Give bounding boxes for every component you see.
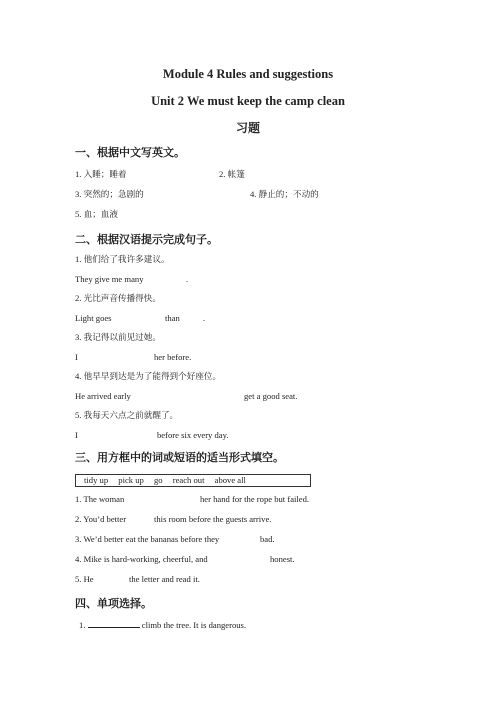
section3-heading: 三、用方框中的词或短语的适当形式填空。	[75, 451, 284, 464]
word-1: tidy up	[84, 475, 109, 485]
s4-q1-number: 1.	[79, 620, 86, 630]
s3-item-1-start: 1. The woman	[75, 494, 125, 504]
s2-item-4-end: get a good seat.	[244, 391, 298, 401]
s3-item-1-end: her hand for the rope but failed.	[200, 494, 310, 504]
section2-heading: 二、根据汉语提示完成句子。	[75, 233, 218, 246]
word-5: above all	[214, 475, 246, 485]
s2-item-5-cn: 5. 我每天六点之前就醒了。	[75, 410, 179, 420]
s2-item-5-end: before six every day.	[157, 430, 229, 440]
s2-item-3-end: her before.	[154, 352, 192, 362]
s1-item-2: 2. 帐篷	[219, 169, 245, 179]
s2-item-1-cn: 1. 他们给了我许多建议。	[75, 254, 170, 264]
s3-item-2-start: 2. You’d better	[75, 514, 127, 524]
s3-item-4-end: honest.	[270, 554, 295, 564]
s3-item-3-end: bad.	[260, 534, 275, 544]
s4-question-1	[79, 619, 246, 631]
section1-heading: 一、根据中文写英文。	[75, 146, 185, 159]
exercise-title: 习题	[235, 121, 260, 135]
s1-item-5: 5. 血；血液	[75, 209, 118, 219]
s2-item-2-en: Light goes	[75, 313, 112, 323]
s4-q1-blank	[88, 619, 140, 628]
s1-item-4: 4. 静止的；不动的	[250, 189, 319, 199]
s2-item-3-en: I	[75, 352, 78, 362]
s3-item-2-end: this room before the guests arrive.	[154, 514, 272, 524]
s2-item-2-mid: than	[165, 313, 180, 323]
word-box	[75, 474, 311, 487]
section4-heading: 四、单项选择。	[75, 597, 152, 610]
word-2: pick up	[118, 475, 144, 485]
s3-item-5-start: 5. He	[75, 574, 94, 584]
s2-item-4-en: He arrived early	[75, 391, 131, 401]
s2-item-4-cn: 4. 他早早到达是为了能得到个好座位。	[75, 371, 222, 381]
s3-item-3-start: 3. We’d better eat the bananas before they	[75, 534, 220, 544]
word-3: go	[153, 475, 163, 485]
s2-item-1-en: They give me many	[75, 274, 144, 284]
s2-item-2-cn: 2. 光比声音传播得快。	[75, 293, 161, 303]
module-title: Module 4 Rules and suggestions	[162, 67, 334, 81]
s1-item-1: 1. 入睡；睡着	[75, 169, 127, 179]
s3-item-4-start: 4. Mike is hard-working, cheerful, and	[75, 554, 208, 564]
s2-item-1-end: .	[186, 274, 189, 284]
word-4: reach out	[172, 475, 205, 485]
s2-item-5-en: I	[75, 430, 78, 440]
s3-item-5-end: the letter and read it.	[129, 574, 200, 584]
unit-title: Unit 2 We must keep the camp clean	[151, 94, 345, 108]
s1-item-3: 3. 突然的；急剧的	[75, 189, 144, 199]
s2-item-3-cn: 3. 我记得以前见过她。	[75, 332, 161, 342]
s2-item-2-end: .	[203, 313, 206, 323]
s4-q1-text: climb the tree. It is dangerous.	[141, 620, 247, 630]
